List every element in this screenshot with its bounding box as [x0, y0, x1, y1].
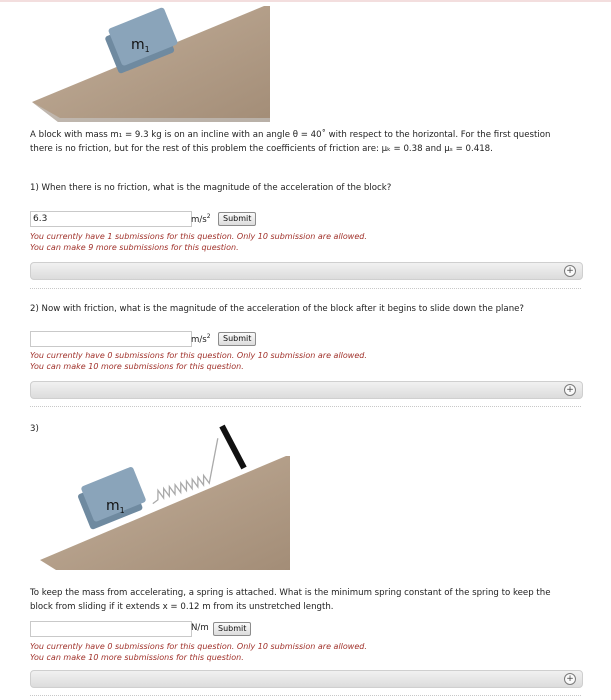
question-2-unit: $m/s^2$	[191, 333, 211, 345]
question-3-submit-button[interactable]: Submit	[213, 622, 251, 636]
problem-line-1: A block with mass m₁ = 9.3 kg is on an incline with an angle θ = 40˚ with respect to the horizontal. For the first question	[30, 130, 551, 140]
problem-statement	[30, 128, 590, 156]
question-3-line-2: block from sliding if it extends x = 0.12 m from its unstretched length.	[30, 602, 334, 612]
question-2-expand-bar[interactable]	[30, 381, 583, 399]
incline-ramp	[40, 456, 290, 570]
question-1-text: 1) When there is no friction, what is the magnitude of the acceleration of the block?	[30, 183, 392, 193]
mass-subscript: 1	[119, 506, 125, 515]
question-1-unit: $m/s^2$	[191, 213, 211, 225]
question-3-answer-input[interactable]	[30, 621, 192, 637]
incline-figure-3	[40, 422, 292, 572]
question-1-answer-input[interactable]	[30, 211, 192, 227]
question-3-line-1: To keep the mass from accelerating, a spring is attached. What is the minimum spring constant of the spring to keep the	[30, 588, 551, 598]
expand-plus-icon[interactable]: +	[564, 673, 576, 685]
divider	[30, 288, 581, 289]
question-2-answer-input[interactable]	[30, 331, 192, 347]
divider	[30, 406, 581, 407]
mass-subscript: 1	[144, 45, 150, 54]
question-2-submission-count: You currently have 0 submissions for this question. Only 10 submission are allowed.	[30, 351, 367, 360]
question-1-submit-button[interactable]: Submit	[218, 212, 256, 226]
question-2-text: 2) Now with friction, what is the magnitude of the acceleration of the block after it begins to slide down the plane?	[30, 304, 524, 314]
question-3-submission-count: You currently have 0 submissions for this question. Only 10 submission are allowed.	[30, 642, 367, 651]
question-1-expand-bar[interactable]	[30, 262, 583, 280]
mass-label: m	[131, 37, 145, 53]
problem-line-2: there is no friction, but for the rest of this problem the coefficients of friction are: μₖ = 0.38 and μₛ = 0.418.	[30, 144, 493, 154]
spring-wall-bar	[222, 426, 244, 468]
divider	[30, 695, 581, 696]
incline-figure-1	[28, 6, 278, 126]
expand-plus-icon[interactable]: +	[564, 265, 576, 277]
question-3-remaining: You can make 10 more submissions for this question.	[30, 653, 244, 662]
question-3-text	[30, 586, 590, 614]
top-border	[0, 0, 611, 2]
expand-plus-icon[interactable]: +	[564, 384, 576, 396]
question-3-unit: N/m	[191, 623, 209, 633]
question-1-remaining: You can make 9 more submissions for this question.	[30, 243, 239, 252]
mass-label: m	[106, 498, 120, 514]
question-2-remaining: You can make 10 more submissions for this question.	[30, 362, 244, 371]
question-2-submit-button[interactable]: Submit	[218, 332, 256, 346]
question-3-label: 3)	[30, 424, 39, 434]
question-3-expand-bar[interactable]	[30, 670, 583, 688]
question-1-submission-count: You currently have 1 submissions for this question. Only 10 submission are allowed.	[30, 232, 367, 241]
